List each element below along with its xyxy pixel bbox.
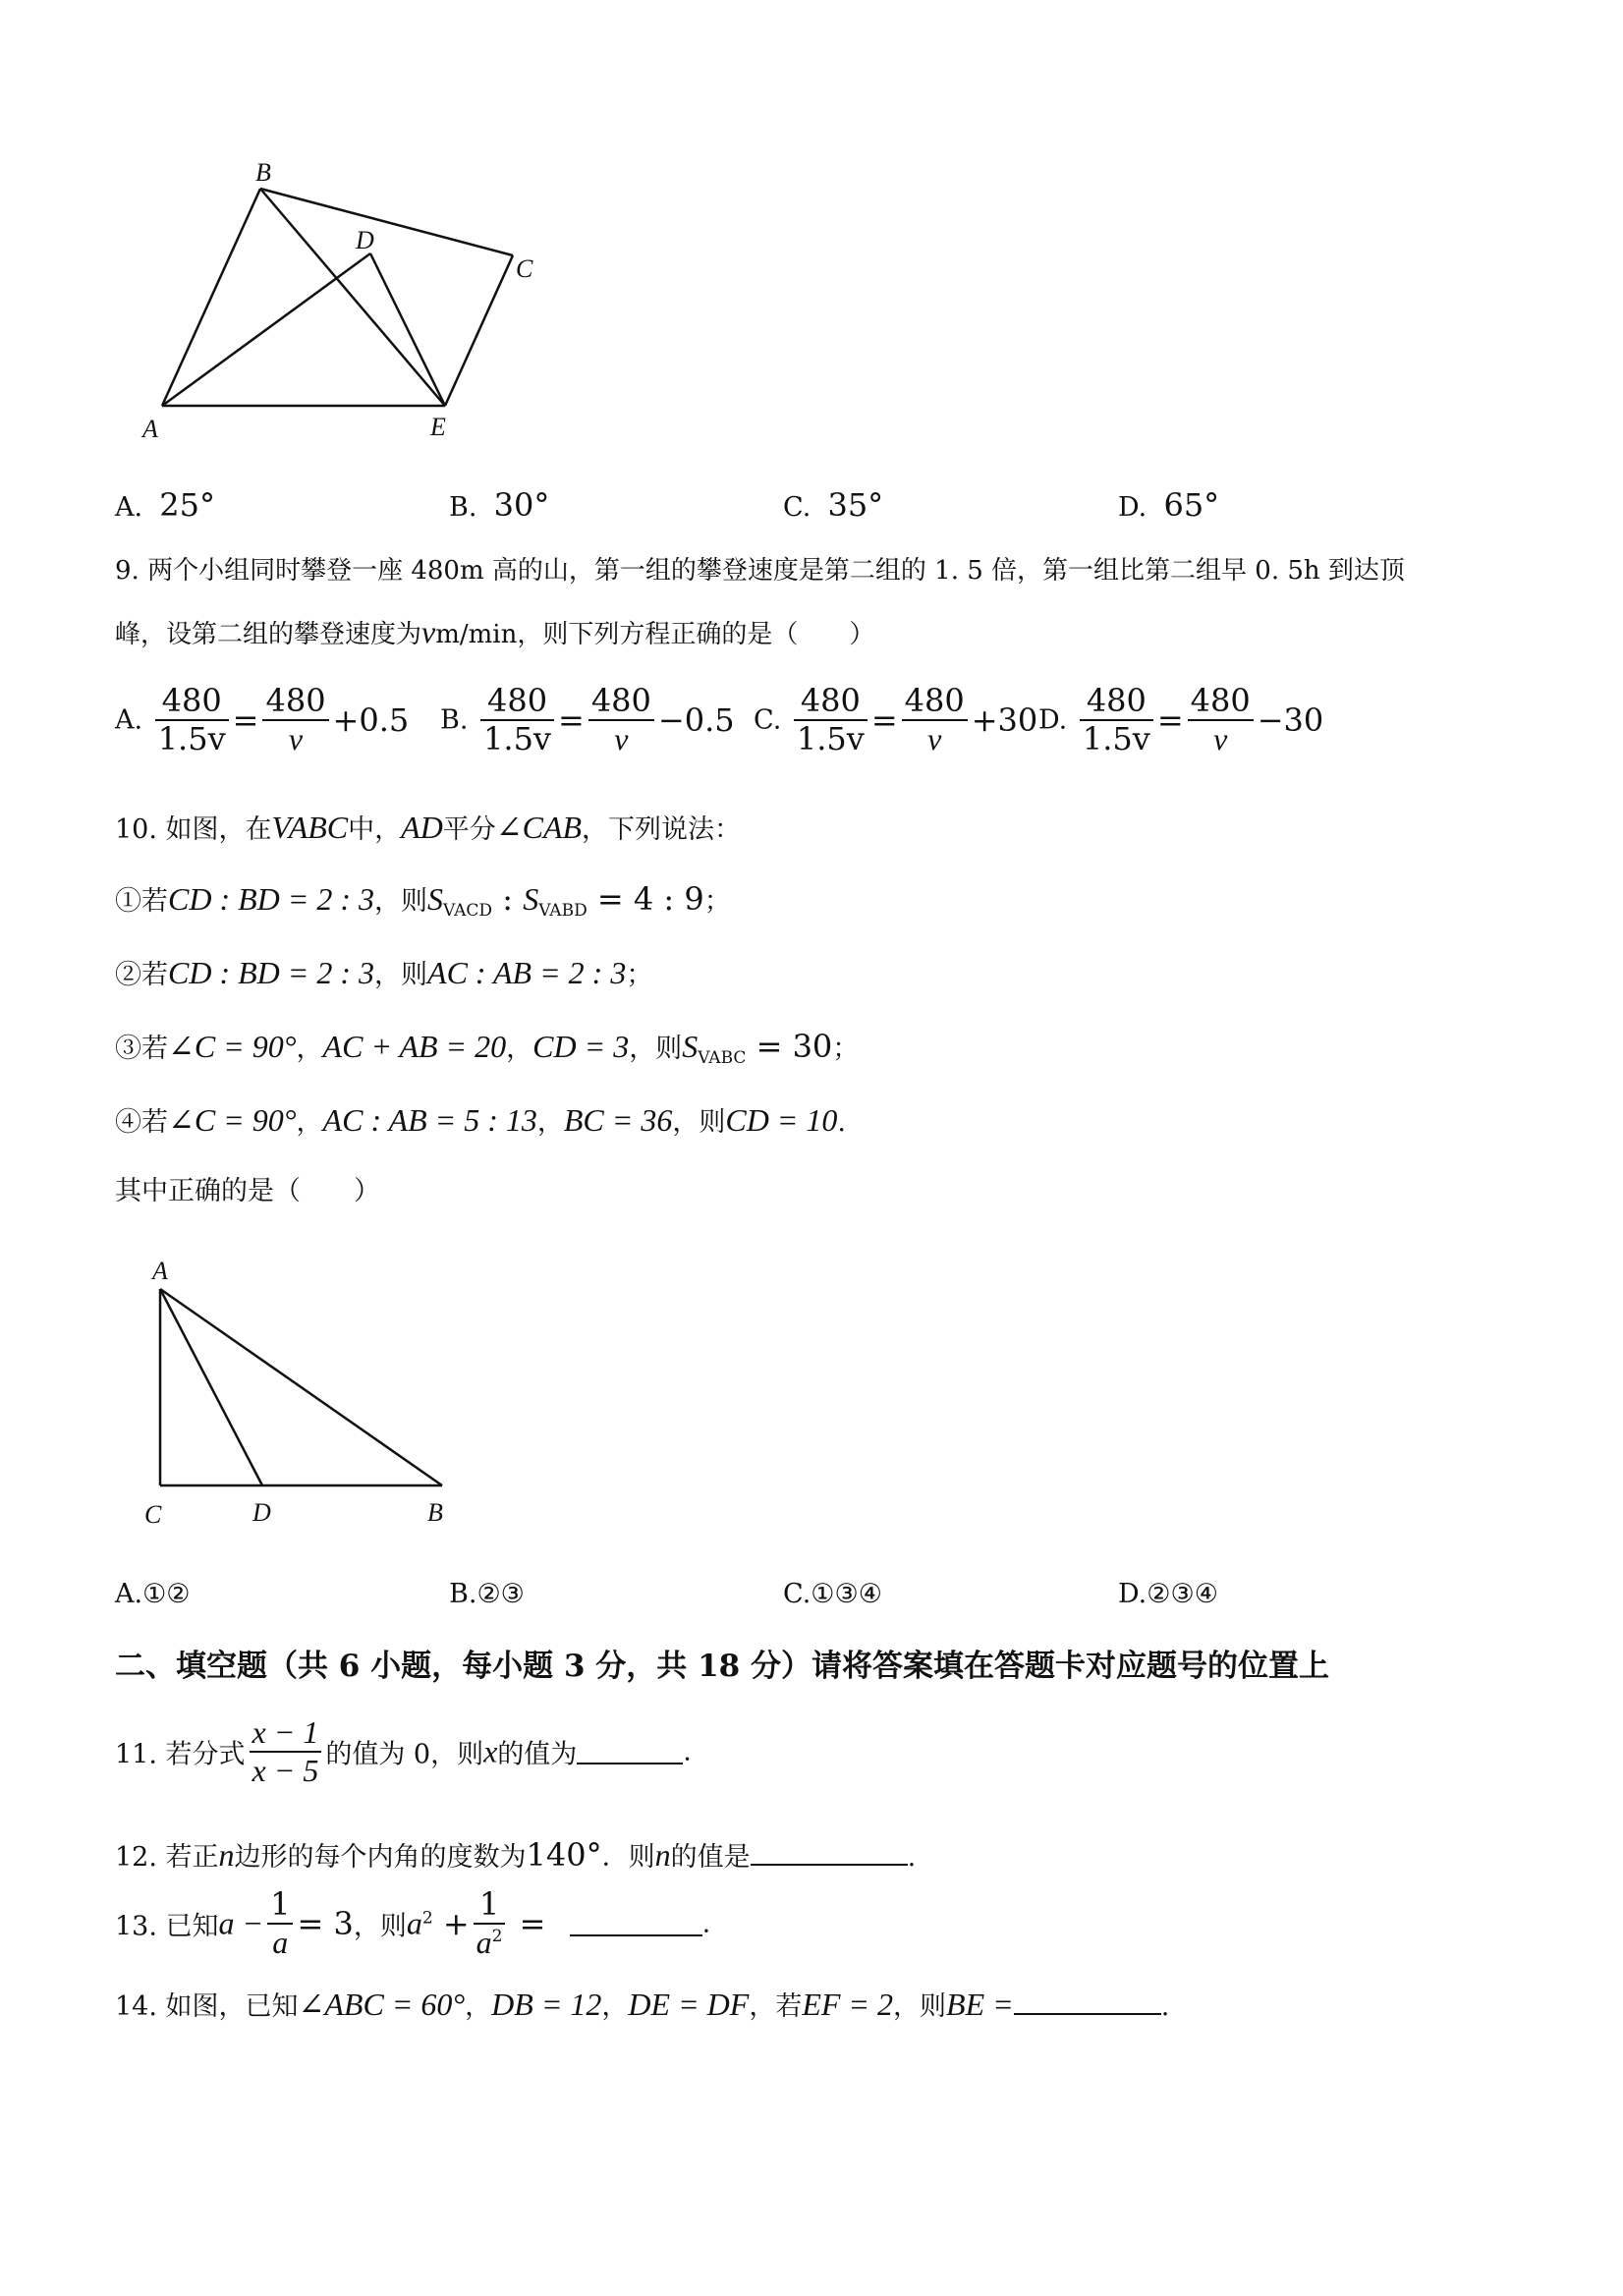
q10-question: 其中正确的是（ ） — [115, 1176, 380, 1206]
label-A: A — [142, 415, 158, 443]
q8-option-d[interactable]: D. 65° — [1118, 486, 1220, 524]
q9-option-a[interactable]: A. $\frac{480}{1.5v}$ = $\frac{480}{v}$ +0.5 — [115, 682, 410, 757]
label-C: C — [144, 1500, 162, 1529]
q12: 12. 若正n边形的每个内角的度数为140°．则n的值是 . — [115, 1836, 917, 1874]
figure-quadrilateral — [128, 147, 540, 452]
q13-answer-blank[interactable] — [570, 1911, 702, 1936]
q14: 14. 如图，已知∠ABC = 60°，DB = 12，DE = DF，若EF = 2，则BE = . — [115, 1987, 1170, 2022]
q9-option-b[interactable]: B. $\frac{480}{1.5v}$ = $\frac{480}{v}$ −0.5 — [440, 682, 735, 757]
label-A: A — [152, 1257, 168, 1285]
q8-option-c[interactable]: C. 35° — [783, 486, 884, 524]
q10-option-d[interactable]: D.②③④ — [1118, 1579, 1218, 1609]
label-C: C — [516, 254, 533, 283]
q8-option-a[interactable]: A. 25° — [115, 486, 215, 524]
q9-line1: 9. 两个小组同时攀登一座 480m 高的山，第一组的攀登速度是第二组的 1. 5 倍，第一组比第二组早 0. 5h 到达顶 — [115, 556, 1405, 586]
section-heading-fill-in: 二、填空题（共 6 小题，每小题 3 分，共 18 分）请将答案填在答题卡对应题号的位置上 — [115, 1649, 1330, 1684]
q11: 11. 若分式 $\frac{x - 1}{x - 5}$ 的值为 0，则x的值为 . — [115, 1714, 692, 1788]
label-B: B — [255, 158, 271, 187]
q9-line2: 峰，设第二组的攀登速度为vm/min，则下列方程正确的是（ ） — [115, 614, 875, 649]
q10-statement-2: ②若CD : BD = 2 : 3，则AC : AB = 2 : 3； — [115, 955, 653, 990]
q10-statement-4: ④若∠C = 90°，AC : AB = 5 : 13，BC = 36，则CD = 10. — [115, 1102, 846, 1138]
q12-answer-blank[interactable] — [751, 1840, 908, 1866]
q11-answer-blank[interactable] — [577, 1739, 683, 1764]
label-D: D — [252, 1498, 271, 1527]
q10-option-b[interactable]: B.②③ — [449, 1579, 525, 1609]
q10-intro: 10. 如图，在VABC中，AD平分∠CAB，下列说法： — [115, 810, 742, 845]
q13: 13. 已知a − $\frac{1}{a}$ = 3，则$a^2$ + $\frac{1}{a^2}$ = . — [115, 1885, 711, 1960]
q9-option-c[interactable]: C. $\frac{480}{1.5v}$ = $\frac{480}{v}$ +30 — [754, 682, 1038, 757]
q8-option-b[interactable]: B. 30° — [449, 486, 550, 524]
q10-option-c[interactable]: C.①③④ — [783, 1579, 882, 1609]
label-D: D — [356, 226, 374, 254]
q10-statement-1: ①若CD : BD = 2 : 3，则$S_{VACD}$ : $S_{VABD} = 4$ : 9； — [115, 880, 731, 921]
q14-answer-blank[interactable] — [1014, 1989, 1161, 2015]
q10-option-a[interactable]: A.①② — [115, 1579, 191, 1609]
q9-option-d[interactable]: D. $\frac{480}{1.5v}$ = $\frac{480}{v}$ −30 — [1038, 682, 1324, 757]
label-E: E — [430, 413, 446, 441]
label-B: B — [427, 1498, 443, 1527]
q10-statement-3: ③若∠C = 90°，AC + AB = 20，CD = 3，则$S_{VABC} = 30$； — [115, 1028, 860, 1068]
figure-right-triangle — [128, 1238, 481, 1533]
